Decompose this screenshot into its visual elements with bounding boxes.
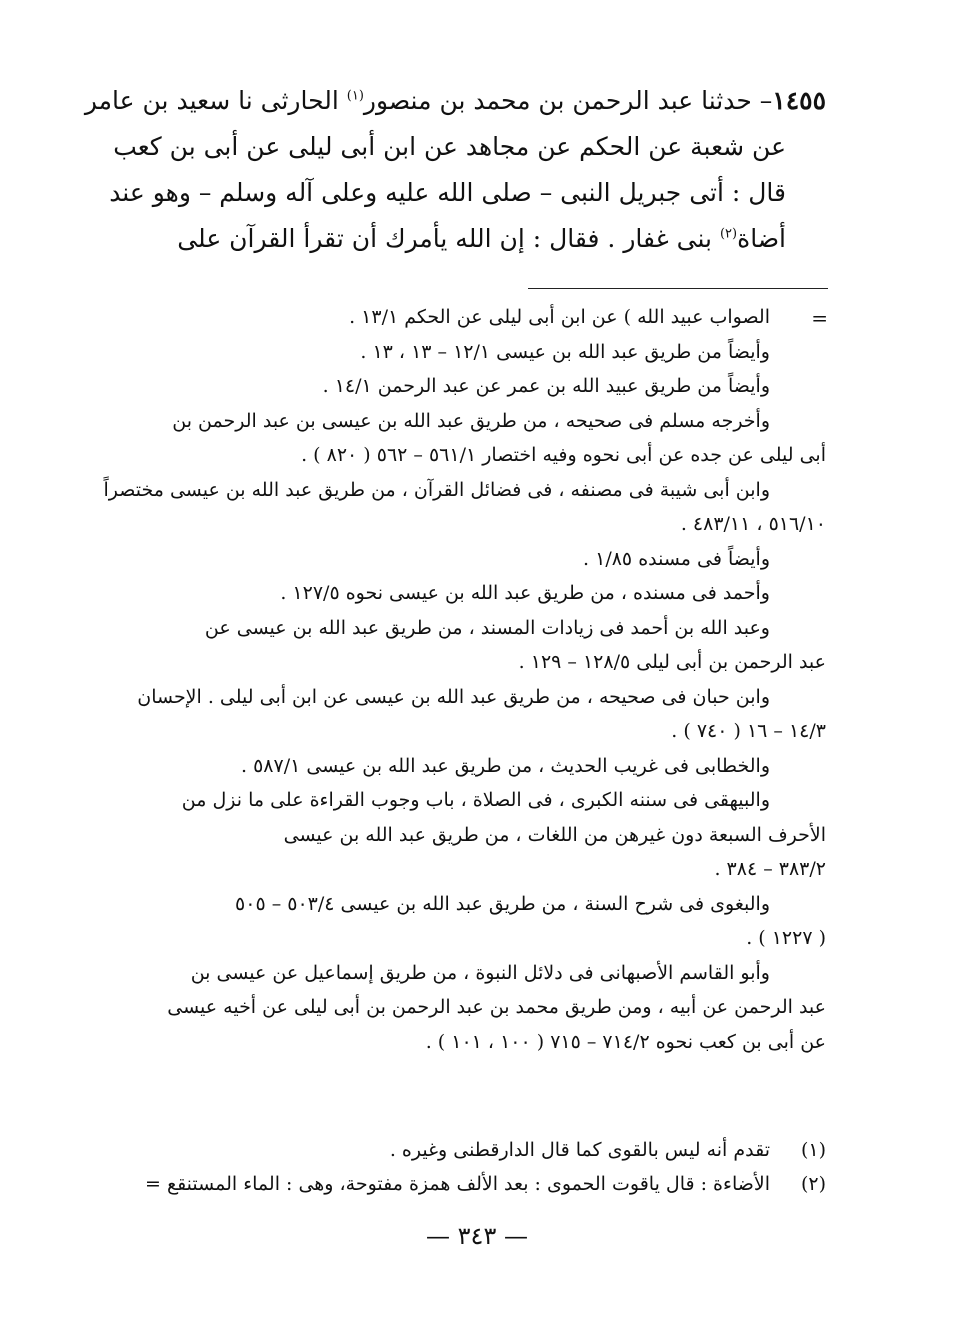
page-number: — ٣٤٣ — — [426, 1222, 528, 1250]
main-line-2: عن شعبة عن الحكم عن مجاهد عن ابن أبى ليلى عن أبى بن كعب — [113, 132, 786, 161]
hadith-number: ١٤٥٥ — [772, 86, 826, 115]
note-line: الصواب عبيد الله ) عن ابن أبى ليلى عن الحكم ١٣/١ . — [349, 306, 770, 328]
note-line: وابن حبان فى صحيحه ، من طريق عبد الله بن عيسى عن ابن أبى ليلى . الإحسان — [137, 685, 770, 708]
main-line-4-end: بنى غفار . فقال : إن الله يأمرك أن تقرأ القرآن على — [177, 224, 720, 253]
main-line-4 — [126, 216, 786, 262]
footnote-2 — [126, 1167, 826, 1201]
footnote-ref-2: (٢) — [719, 226, 738, 242]
note-line: وأحمد فى مسنده ، من طريق عبد الله بن عيسى نحوه ١٢٧/٥ . — [280, 582, 770, 604]
note-line: وأخرجه مسلم فى صحيحه ، من طريق عبد الله بن عيسى بن عبد الرحمن بن — [172, 409, 770, 432]
note-line: ٣٨٣/٢ – ٣٨٤ . — [714, 858, 826, 880]
note-line: ٥١٦/١٠ ، ٤٨٣/١١ . — [680, 513, 826, 535]
note-line: وابن أبى شيبة فى مصنفه ، فى فضائل القرآن ، من طريق عبد الله بن عيسى مختصراً — [103, 478, 770, 501]
note-line: والبغوى فى شرح السنة ، من طريق عبد الله بن عيسى ٥٠٣/٤ – ٥٠٥ — [235, 892, 770, 915]
note-line: ١٤/٣ – ١٦ ( ٧٤٠ ) . — [671, 720, 826, 742]
footnote-1-text: تقدم أنه ليس بالقوى كما قال الدارقطنى وغيره . — [389, 1139, 770, 1161]
footnote-2-text: الأضاءة : قال ياقوت الحموى : بعد الألف همزة مفتوحة، وهى : الماء المستنقع = — [145, 1173, 770, 1195]
note-line: وأيضاً من طريق عبد الله بن عيسى ١٢/١ – ١٣ ، ١٣ . — [360, 340, 770, 363]
notes-block — [103, 300, 826, 1059]
footnote-separator-rule — [528, 288, 828, 289]
footnote-1 — [126, 1133, 826, 1167]
main-hadith-text — [84, 78, 826, 262]
note-line: أبى ليلى عن جده عن أبى نحوه وفيه اختصار ٥٦١/١ – ٥٦٢ ( ٨٢٠ ) . — [301, 444, 826, 466]
note-line: وأبو القاسم الأصبهانى فى دلائل النبوة ، من طريق إسماعيل عن عيسى بن — [190, 961, 770, 984]
note-line: عبد الرحمن عن أبيه ، ومن طريق محمد بن عبد الرحمن بن أبى ليلى عن أخيه عيسى — [167, 996, 826, 1018]
main-line-3: قال : أتى جبريل النبى – صلى الله عليه وعلى آله وسلم – وهو عند — [109, 178, 786, 207]
note-line: والبيهقى فى سننه الكبرى ، فى الصلاة ، باب وجوب القراءة على ما نزل من — [181, 789, 770, 811]
footnote-2-marker: (٢) — [800, 1173, 826, 1195]
main-line-4-start: أضاة — [737, 224, 786, 253]
note-line: وعبد الله بن أحمد فى زيادات المسند ، من طريق عبد الله بن عيسى عن — [204, 616, 770, 639]
continuation-mark: = — [811, 306, 828, 330]
note-line: وأيضاً فى مسنده ١/٨٥ . — [583, 547, 770, 570]
note-line: الأحرف السبعة دون غيرهن من اللغات ، من طريق عبد الله بن عيسى — [283, 823, 826, 846]
main-line-1-end: الحارثى نا سعيد بن عامر — [84, 86, 347, 115]
note-line: وأيضاً من طريق عبيد الله بن عمر عن عبد الرحمن ١٤/١ . — [322, 375, 770, 397]
note-line: عن أبى بن كعب نحوه ٧١٤/٢ – ٧١٥ ( ١٠٠ ، ١٠١ ) . — [425, 1030, 826, 1053]
main-line-1 — [84, 78, 826, 124]
footnote-ref-1: (١) — [346, 88, 364, 104]
note-line: عبد الرحمن بن أبى ليلى ١٢٨/٥ – ١٢٩ . — [518, 651, 826, 673]
main-line-1-text: – حدثنا عبد الرحمن بن محمد بن منصور — [363, 86, 773, 115]
note-line: ( ١٢٢٧ ) . — [746, 927, 826, 949]
footnote-1-marker: (١) — [800, 1139, 826, 1161]
note-line: والخطابى فى غريب الحديث ، من طريق عبد الله بن عيسى ٥٨٧/١ . — [240, 754, 770, 777]
